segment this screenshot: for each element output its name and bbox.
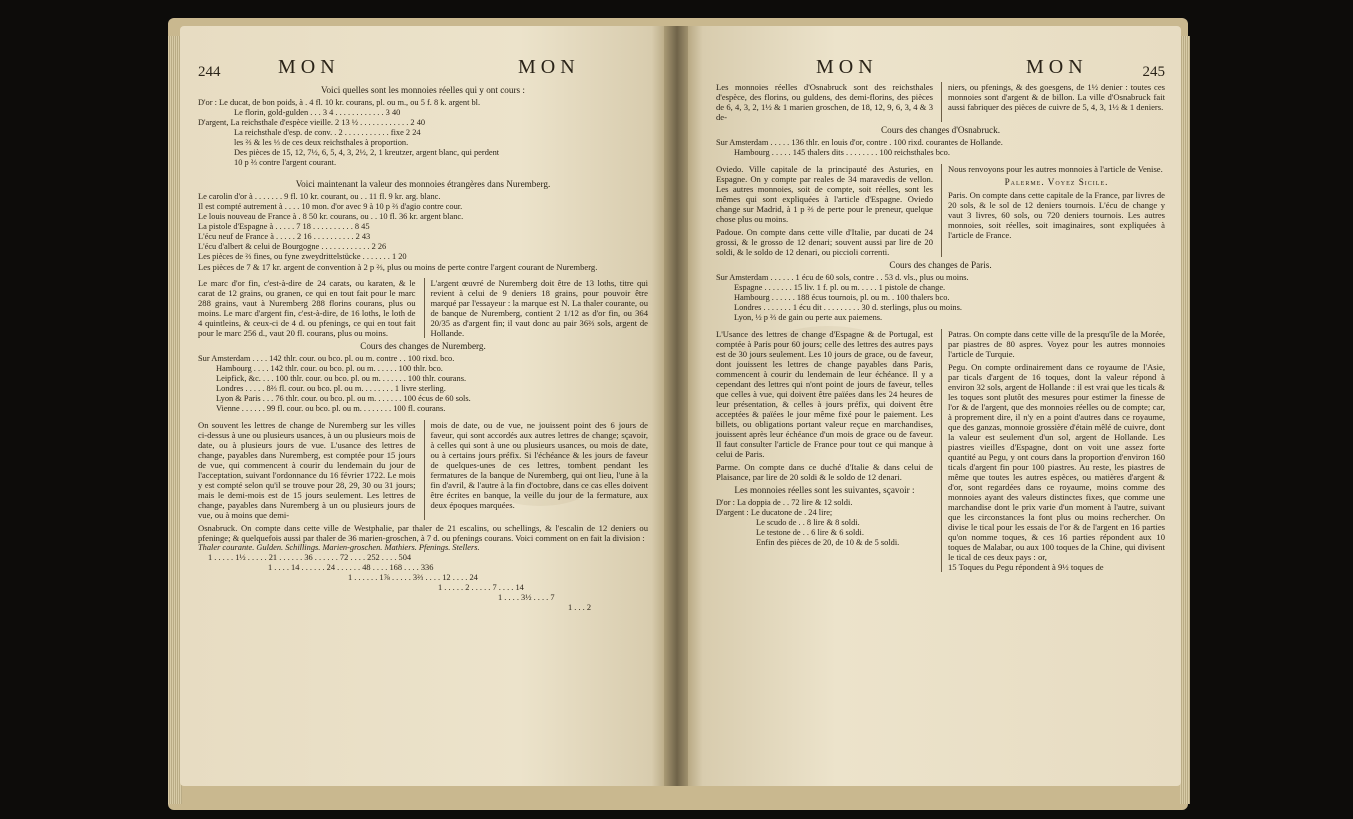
table-row: Enfin des pièces de 20, de 10 & de 5 soldi. — [756, 538, 900, 547]
paragraph-parme: Parme. On compte dans ce duché d'Italie & dans celui de Plaisance, par lire de 20 soldi & le soldo de 12 denari. — [716, 462, 933, 482]
table-row: Les pièces de 7 & 17 kr. argent de convention à 2 p ⅔, plus ou moins de perte contre l'argent courant de Nuremberg. — [198, 262, 598, 272]
table-row: 1 . . . . . 2 . . . . . 7 . . . . 14 — [438, 583, 524, 592]
paragraph-patras: Patras. On compte dans cette ville de la presqu'île de la Morée, par piastres de 80 aspres. Voyez pour les autres monnoies l'article de Turquie. — [948, 329, 1165, 359]
left-page — [180, 26, 666, 786]
table-row: L'écu neuf de France à . . . . . 2 16 . . . . . . . . . . 2 43 — [198, 232, 371, 241]
table-row: Il est compté autrement à . . . . 10 mon. d'or avec 9 à 10 p ⅔ d'agio contre cour. — [198, 202, 463, 211]
osnabruck-change-table — [716, 138, 1165, 158]
table-row: Sur Amsterdam . . . . . 136 thlr. en louis d'or, contre . 100 rixd. courantes de Hollande. — [716, 138, 1003, 147]
two-column-block — [716, 82, 1165, 122]
table-row: La reichsthale d'esp. de conv. . 2 . . . . . . . . . . . fixe 2 24 — [234, 128, 421, 137]
entry-heading-palerme: Palerme. Voyez Sicile. — [1004, 177, 1109, 187]
two-column-block — [716, 329, 1165, 572]
change-table — [198, 354, 648, 414]
paragraph-paris: Paris. On compte dans cette capitale de la France, par livres de 20 sols, & le sol de 12 deniers tournois. L'écu de change y vaut 3 livres, 60 sols, ou 720 deniers tournois. Les autres monnoies, soit réelles, soit imaginaires, sont expliquées à l'article de France. — [948, 190, 1165, 240]
running-head-left: MON — [816, 56, 878, 78]
division-table — [198, 543, 648, 613]
paragraph-marc: Le marc d'or fin, c'est-à-dire de 24 carats, ou karaten, & le carat de 12 grains, ou granen, ce qui en tout fait pour le marc 288 grains, vaut à Nuremberg 288 florins courans, plus ou moins. Le marc d'argent fin, c'est-à-dire, de 16 loths, le loth de 4 quintleins, & ceux-ci de 4 d. ou pfenings, ce qui en tout fait pour le marc 256 d., vaut 20 fl. courans, plus ou moins. — [198, 278, 416, 338]
paris-change-table — [716, 273, 1165, 323]
section-heading: Cours des changes d'Osnabruck. — [880, 125, 1001, 135]
table-row: L'écu d'albert & celui de Bourgogne . . . . . . . . . . . . 2 26 — [198, 242, 387, 251]
table-row: Vienne . . . . . . 99 fl. cour. ou bco. pl. ou m. . . . . . . . 100 fl. courans. — [216, 404, 446, 413]
section-heading: Cours des changes de Nuremberg. — [360, 341, 486, 351]
table-header: Thaler courante. Gulden. Schillings. Marien-groschen. Mathiers. Pfenings. Stellers. — [198, 543, 480, 552]
paragraph-osnabruck-cuivre: niers, ou pfenings, & des goesgens, de 1½ denier : toutes ces monnoies sont d'argent & de billon. La ville d'Osnabruck fait aussi fabriquer des pièces de cuivre de 5, 4, 3, 1½ & 1 deniers. — [948, 82, 1165, 112]
table-row: 1 . . . . 14 . . . . . . 24 . . . . . . 48 . . . . 168 . . . . 336 — [268, 563, 434, 572]
page-number: 245 — [1142, 64, 1165, 80]
table-row: Les pièces de ⅔ fines, ou fyne zweydrittelstücke . . . . . . . 1 20 — [198, 252, 407, 261]
paragraph-last-line: 15 Toques du Pegu répondent à 9½ toques de — [948, 562, 1104, 572]
table-row: La pistole d'Espagne à . . . . . 7 18 . . . . . . . . . . 8 45 — [198, 222, 370, 231]
paragraph-fermature: mois de date, ou de vue, ne jouissent point des 6 jours de faveur, qui sont accordés aux autres lettres de change; sçavoir, à celles qui sont à une ou plusieurs usances, ou mois de date, ou à certains jours préfix. Si l'échéance & les jours de faveur de quelques-unes de ces lettres, tombent pendant les fermatures de la banque de Nuremberg, qui ont lieu, l'une à la fin d'avril, & l'autre à la fin d'octobre, dans ce cas elles doivent être écrites en banque, la veille du jour de la fermature, aux deux époques marquées. — [430, 420, 648, 510]
table-row: D'or : Le ducat, de bon poids, à . 4 fl. 10 kr. courans, pl. ou m., ou 5 f. 8 k. argent bl. — [198, 98, 481, 107]
paragraph-argent: L'argent œuvré de Nuremberg doit être de 13 loths, titre qui revient à celui de 9 deniers 18 grains, pour pouvoir être marqué par l'essayeur : la marque est N. La thaler courante, ou de banque de Nuremberg, contient 2 1/12 as d'or fin, ou 364 20/35 as d'argent fin; il vaut donc au pair 36⅔ sols, argent de Hollande. — [430, 278, 648, 338]
table-row: D'argent, La reichsthale d'espèce vieille. 2 13 ½ . . . . . . . . . . . . 2 40 — [198, 118, 426, 127]
table-row: D'or : La doppia de . . 72 lire & 12 soldi. — [716, 498, 853, 507]
table-row: Londres . . . . . 8⅔ fl. cour. ou bco. pl. ou m. . . . . . . . 1 livre sterling. — [216, 384, 446, 393]
valeur-table — [198, 192, 648, 272]
running-head-right: MON — [1026, 56, 1088, 78]
table-row: Le scudo de . . 8 lire & 8 soldi. — [756, 518, 860, 527]
intro-line: Voici quelles sont les monnoies réelles qui y ont cours : — [321, 85, 525, 95]
paragraph-usance: On souvent les lettres de change de Nuremberg sur les villes ci-dessus à une ou plusieurs usances, à un ou plusieurs mois de date, ou à plusieurs jours de vue. L'usance des lettres de change, payables dans Nuremberg, est comptée pour 15 jours de vue, qui commencent à courir du lendemain du jour de l'acceptation, suivant l'ordonnance du 16 février 1722. Le mois y est compté selon qu'il se trouve pour 28, 29, 30 ou 31 jours; mais le demi-mois est de 15 jours seulement. Les lettres de change, payables dans Nuremberg à un ou plusieurs jours de vue, ou à moins que demi- — [198, 420, 416, 520]
table-row: Espagne . . . . . . . 15 liv. 1 f. pl. ou m. . . . . 1 pistole de change. — [734, 283, 946, 292]
page-edges-right — [1180, 36, 1190, 804]
two-column-block — [716, 164, 1165, 257]
monnoies-table — [198, 98, 648, 168]
paragraph-padoue: Padoue. On compte dans cette ville d'Italie, par ducati de 24 grossi, & le grosso de 12 denari; souvent aussi par lire de 20 soldi, & le soldo de 12 denari, ou piccioli correnti. — [716, 227, 933, 257]
running-header — [716, 56, 1165, 82]
paragraph-renvoi: Nous renvoyons pour les autres monnoies à l'article de Venise. — [948, 164, 1163, 174]
table-row: Sur Amsterdam . . . . . . 1 écu de 60 sols, contre . . 53 d. vls., plus ou moins. — [716, 273, 969, 282]
table-row: Leipfick, &c. . . . 100 thlr. cour. ou bco. pl. ou m. . . . . . . 100 thlr. courans. — [216, 374, 467, 383]
table-row: Le florin, gold-gulden . . . 3 4 . . . . . . . . . . . . 3 40 — [234, 108, 401, 117]
table-row: Le louis nouveau de France à . 8 50 kr. courans, ou . . 10 fl. 36 kr. argent blanc. — [198, 212, 464, 221]
two-column-block — [198, 420, 648, 520]
table-row: Lyon & Paris . . . 76 thlr. cour. ou bco. pl. ou m. . . . . . . 100 écus de 60 sols. — [216, 394, 471, 403]
table-row: Lyon, ½ p ⅔ de gain ou perte aux paiemens. — [734, 313, 883, 322]
table-row: 1 . . . . . 1½ . . . . . 21 . . . . . . 36 . . . . . . 72 . . . . 252 . . . . 504 — [208, 553, 412, 562]
table-row: Sur Amsterdam . . . . 142 thlr. cour. ou bco. pl. ou m. contre . . 100 rixd. bco. — [198, 354, 455, 363]
two-column-block — [198, 278, 648, 338]
table-row: Des pièces de 15, 12, 7½, 6, 5, 4, 3, 2½, 2, 1 kreutzer, argent blanc, qui perdent — [234, 148, 500, 157]
table-row: les ⅔ & les ⅓ de ces deux reichsthales à proportion. — [234, 138, 409, 147]
table-row: Le testone de . . 6 lire & 6 soldi. — [756, 528, 864, 537]
table-row: Le carolin d'or à . . . . . . . 9 fl. 10 kr. courant, ou . . 11 fl. 9 kr. arg. blanc. — [198, 192, 441, 201]
running-head-left: MON — [278, 56, 340, 78]
section-heading: Voici maintenant la valeur des monnoies étrangères dans Nuremberg. — [295, 179, 551, 189]
parme-monnoies-table — [716, 498, 933, 548]
table-row: 1 . . . . 3½ . . . . 7 — [498, 593, 555, 602]
right-page — [688, 26, 1181, 786]
table-row: Hambourg . . . . 142 thlr. cour. ou bco. pl. ou m. . . . . . 100 thlr. bco. — [216, 364, 443, 373]
book-gutter — [664, 26, 690, 786]
paragraph-pegu: Pegu. On compte ordinairement dans ce royaume de l'Asie, par ticals d'argent de 16 toques, dont la valeur répond à environ 32 sols, argent de Hollande : il est vrai que les ticals & les toques sont plutôt des mesures pour estimer la finesse de l'or & de l'argent, que des monnoies réelles ou de compte; car, à proprement dire, il n'y en a point d'autres dans ce royaume, que des ganzas, monnoie grossière d'étain mêlé de cuivre, dont la valeur est seulement d'un sol, argent de Hollande. Les piastres vieilles d'Espagne, dont on voit une assez forte quantité au Pegu, y ont cours dans la proportion d'environ 160 ticals d'argent fin pour 100 piastres. Au reste, les piastres de même que toutes les autres espèces, ou matières d'argent & d'or, sont regardées dans ce royaume, moins comme des monnoies ayant des valeurs distinctes fixes, que comme une marchandise dont le prix varie d'un moment à l'autre, suivant que les circonstances la font plus ou moins rechercher. On divise le tical pour les essais de l'or & de l'argent en 16 parties qu'on nomme toques, & ces 16 parties répondent aux 10 toques de Malabar, ou aux 100 toques de la Chine, qui divisent le tical de ces deux pays : or, — [948, 362, 1165, 562]
table-row: Hambourg . . . . . 145 thalers dits . . . . . . . . 100 reichsthales bco. — [734, 148, 950, 157]
table-row: Londres . . . . . . . 1 écu dit . . . . . . . . . 30 d. sterlings, plus ou moins. — [734, 303, 962, 312]
paragraph-osnabruck-monnoies: Les monnoies réelles d'Osnabruck sont des reichsthales d'espèce, des florins, ou guldens, des demi-florins, des pièces de 6, 4, 3, 2, 1½ & 1 marien groschen, de 18, 12, 9, 6, 3, 4 & 3 de- — [716, 82, 933, 122]
paragraph-usance-paris: L'Usance des lettres de change d'Espagne & de Portugal, est comptée à Paris pour 60 jours; celle des lettres des autres pays est de 30 jours seulement. Les 10 jours de grace, ou de faveur, dont jouissent les lettres de change payables dans Paris, commencent à courir du lendemain de leur échéance. Il y a cependant des lettres qui n'ont point de jours de faveur, telles que celles à vue, qui doivent être païées dans les 24 heures de leur présentation, & celles à jours préfix, qui doivent être acceptées & païées le jour même fixé pour le paiement. Les billets, ou obligations portant valeur reçue en marchandises, jouissent après leur échéance d'un mois de grace ou de faveur. Il faut consulter l'article de France pour tout ce qui manque à celui de Paris. — [716, 329, 933, 459]
section-heading: Les monnoies réelles sont les suivantes, sçavoir : — [734, 485, 915, 495]
table-row: 10 p ⅔ contre l'argent courant. — [234, 158, 337, 167]
running-header — [198, 56, 648, 82]
table-row: Hambourg . . . . . . 188 écus tournois, pl. ou m. . 100 thalers bco. — [734, 293, 950, 302]
paragraph-osnabruck: Osnabruck. On compte dans cette ville de Westphalie, par thaler de 21 escalins, ou schellings, & l'escalin de 12 deniers ou pfeninge; & quelquefois aussi par thaler de 36 marien-groschen, à 7 d. ou pfenings courans. Voici comment on en fait la division : — [198, 523, 648, 543]
page-number: 244 — [198, 64, 221, 80]
table-row: 1 . . . 2 — [568, 603, 592, 612]
table-row: D'argent : Le ducatone de . 24 lire; — [716, 508, 833, 517]
section-heading: Cours des changes de Paris. — [889, 260, 992, 270]
running-head-right: MON — [518, 56, 580, 78]
paragraph-oviedo: Oviedo. Ville capitale de la principauté des Asturies, en Espagne. On y compte par reales de 34 maravedis de vellon. Les autres monnoies, soit de compte, soit réelles, sont les mêmes qui sont expliquées à l'article d'Espagne. Oviedo change sur Madrid, à 1 p ⅔ de perte pour le preneur, quelque chose plus ou moins. — [716, 164, 933, 224]
table-row: 1 . . . . . . 1⅞ . . . . . 3⅔ . . . . 12 . . . . 24 — [348, 573, 478, 582]
